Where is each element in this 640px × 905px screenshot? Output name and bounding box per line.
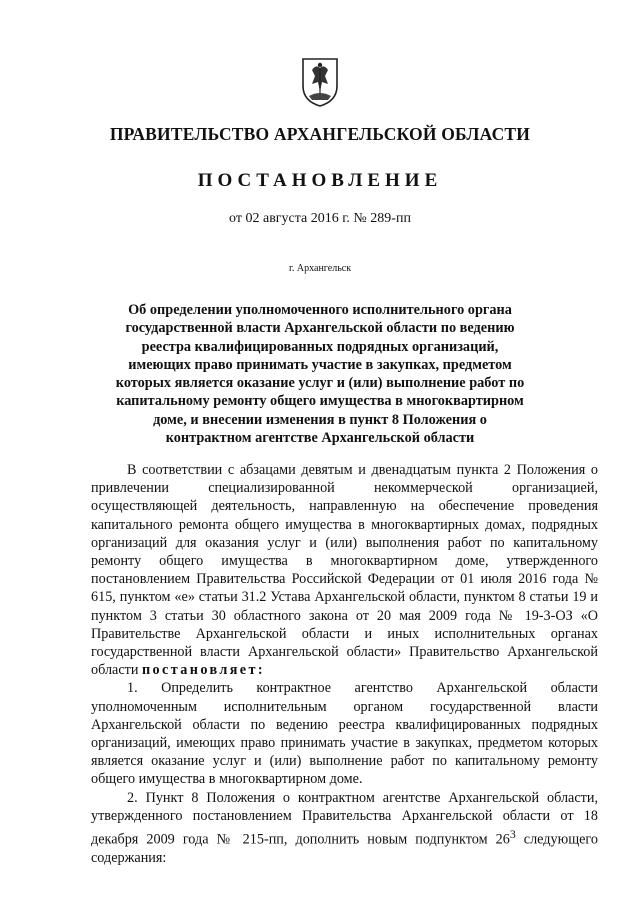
government-name: ПРАВИТЕЛЬСТВО АРХАНГЕЛЬСКОЙ ОБЛАСТИ	[109, 124, 531, 144]
date-and-number: от 02 августа 2016 г. № 289-пп	[229, 211, 411, 226]
preamble-text: В соответствии с абзацами девятым и двенадцатым пункта 2 Положения о привлечении специализированной некоммерческой организацией, осуществляющей деятельность, направленную на обеспечение проведения капитального ремонта общего имущества в многоквартирных домах, подрядных организаций для оказания услуг и (или) выполнения работ по капитальному ремонту общего имущества в многоквартирном доме, утвержденного постановлением Правительства Российской Федерации от 01 июля 2016 года № 615, пунктом «е» статьи 31.2 Устава Архангельской области, пунктом 8 статьи 19 и пунктом 3 статьи 30 областного закона от 20 мая 2009 года № 19-3-ОЗ «О Правительстве Архангельской области и иных исполнительных органах государственной власти Архангельской области» Правительство Архангельской области	[91, 462, 598, 679]
item-2-paragraph	[91, 789, 598, 868]
document-body	[91, 461, 598, 867]
document-title: Об определении уполномоченного исполнительного органа государственной власти Архангельской области по ведению реестра квалифицированных подрядных организаций, имеющих право принимать участие в закупках, предметом которых является оказание услуг и (или) выполнение работ по капитальному ремонту общего имущества в многоквартирном доме, и внесении изменения в пункт 8 Положения о контрактном агентстве Архангельской области	[115, 302, 525, 447]
item-2-superscript: 3	[509, 827, 516, 842]
city: г. Архангельск	[288, 263, 352, 274]
document-type: ПОСТАНОВЛЕНИЕ	[197, 170, 443, 191]
item-2-ending: следующего содержания:	[91, 831, 598, 866]
resolves-word: постановляет:	[141, 662, 266, 679]
item-1-paragraph: 1. Определить контрактное агентство Архангельской области уполномоченным исполнительным органом государственной власти Архангельской области по ведению реестра квалифицированных подрядных организаций, имеющих право принимать участие в закупках, предметом которых является оказание услуг и (или) выполнение работ по капитальному ремонту общего имущества в многоквартирном доме.	[91, 680, 598, 788]
item-2-text: 2. Пункт 8 Положения о контрактном агентстве Архангельской области, утвержденного постановлением Правительства Архангельской области от 18 декабря 2009 года № 215-пп, дополнить новым подпунктом 26	[91, 789, 598, 848]
coat-of-arms-emblem	[300, 56, 340, 108]
preamble-paragraph	[91, 461, 598, 679]
